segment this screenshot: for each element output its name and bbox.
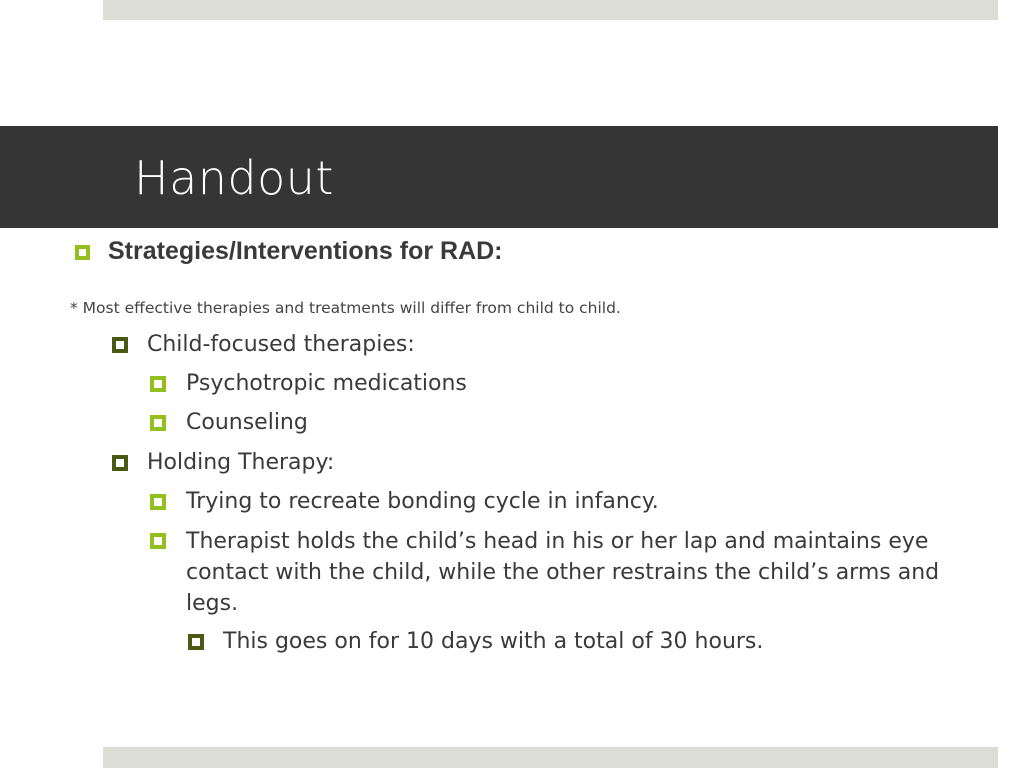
square-bullet-icon <box>150 533 166 549</box>
square-bullet-icon <box>75 245 90 260</box>
list-item-child-focused: Child-focused therapies: <box>147 332 415 357</box>
list-item-holding-therapy: Holding Therapy: <box>147 450 335 475</box>
square-bullet-icon <box>112 455 128 471</box>
square-bullet-icon <box>188 634 204 650</box>
bottom-accent-band <box>103 747 998 768</box>
list-item-counseling: Counseling <box>186 410 308 435</box>
square-bullet-icon <box>150 415 166 431</box>
square-bullet-icon <box>112 337 128 353</box>
list-item-duration: This goes on for 10 days with a total of 30 hours. <box>223 629 764 654</box>
square-bullet-icon <box>150 376 166 392</box>
section-heading: Strategies/Interventions for RAD: <box>108 237 503 265</box>
note-text: * Most effective therapies and treatments will differ from child to child. <box>70 299 621 317</box>
square-bullet-icon <box>150 494 166 510</box>
slide-title: Handout <box>134 151 334 205</box>
list-item-psychotropic: Psychotropic medications <box>186 371 467 396</box>
top-accent-band <box>103 0 998 20</box>
list-item-therapist-holds: Therapist holds the child’s head in his or her lap and maintains eye contact with the child, while the other restrains the child’s arms and legs. <box>186 529 940 616</box>
list-item-bonding-cycle: Trying to recreate bonding cycle in infancy. <box>186 489 659 514</box>
